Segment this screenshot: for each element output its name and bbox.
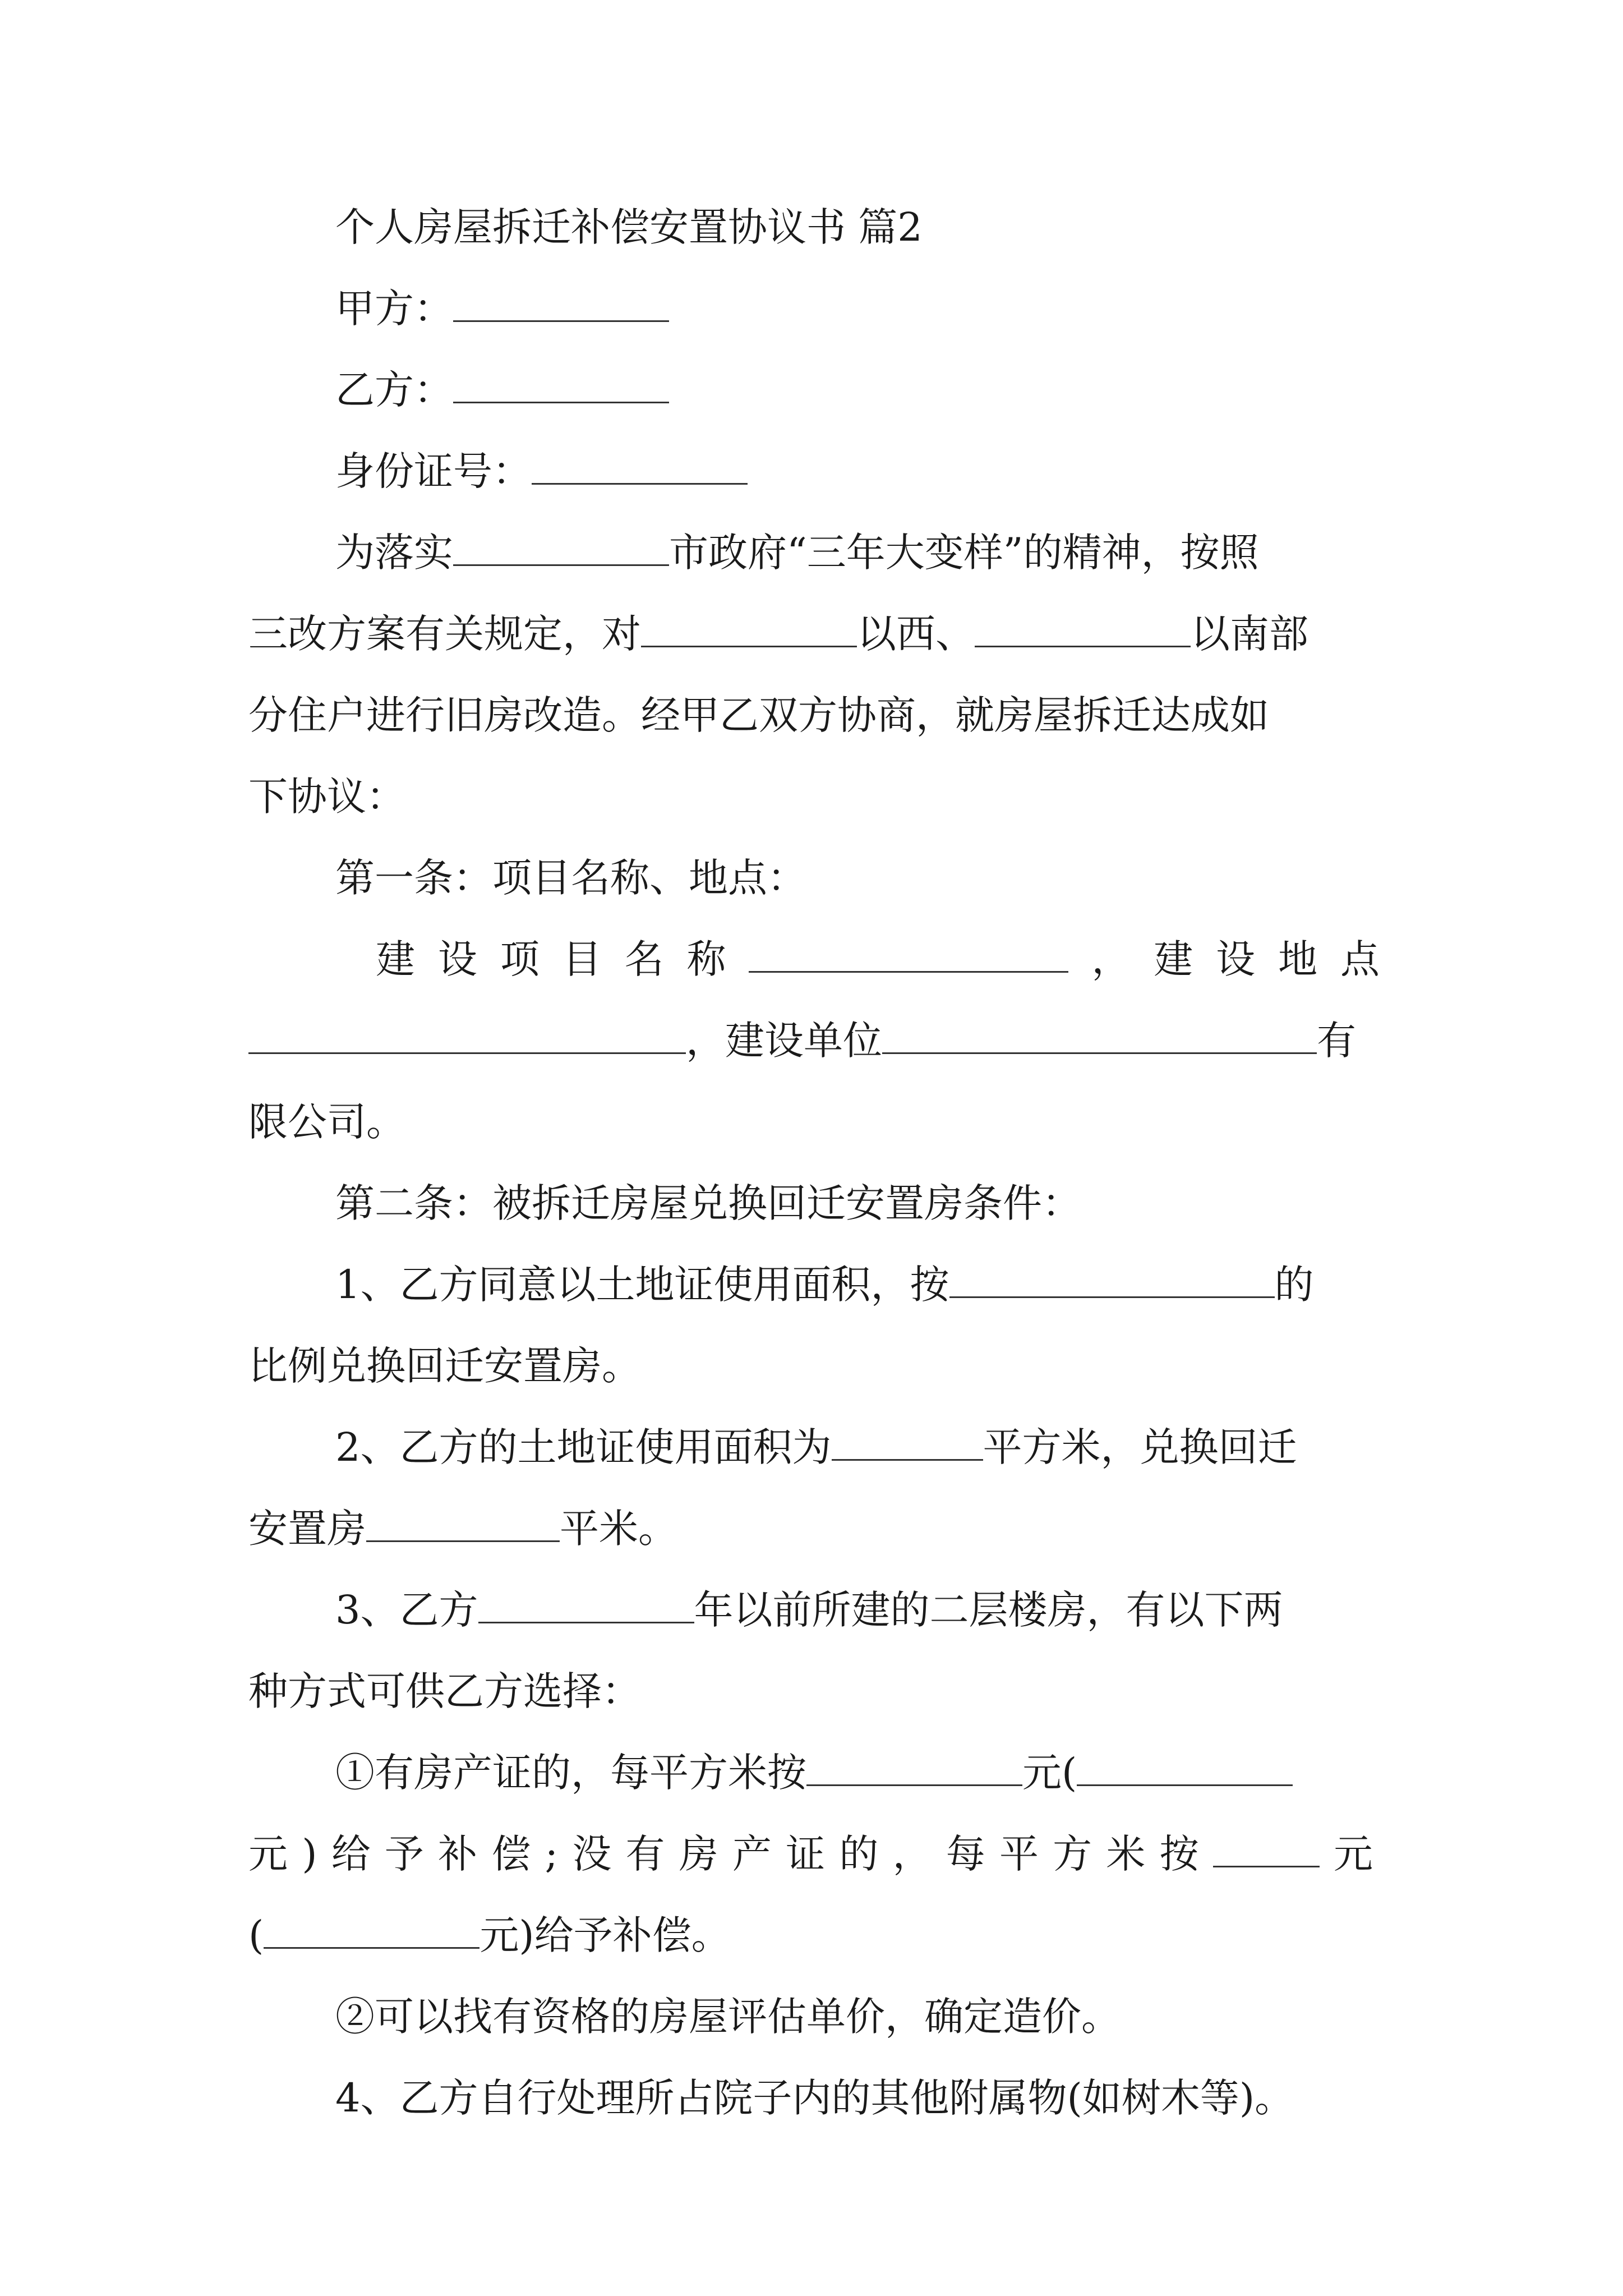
city-blank (453, 530, 669, 566)
west-of-blank (641, 611, 857, 647)
party-b-line: 乙方： (335, 362, 669, 418)
option-1-line-2: 元 ) 给 予 补 偿 ; 没 有 房 产 证 的 ， 每 平 方 米 按 元 (248, 1831, 1373, 1877)
id-number-blank (532, 448, 748, 485)
price-with-cert-blank (806, 1750, 1022, 1786)
price-without-cert-blank (1213, 1831, 1320, 1867)
year-blank (478, 1587, 694, 1623)
land-area-blank (832, 1424, 983, 1461)
item-3-line-1: 3、乙方 年以前所建的二层楼房，有以下两 (335, 1587, 1283, 1633)
project-name-blank (749, 936, 1068, 973)
item-4-line: 4、乙方自行处理所占院子内的其他附属物(如树木等)。 (335, 2075, 1294, 2121)
south-of-blank (975, 611, 1191, 647)
option-1-line-1: ①有房产证的，每平方米按 元( (335, 1745, 1293, 1801)
option-1-line-3: ( 元)给予补偿。 (248, 1912, 731, 1958)
ratio-blank (949, 1262, 1275, 1298)
intro-line-4: 下协议： (248, 774, 405, 820)
item-3-line-2: 种方式可供乙方选择： (248, 1668, 641, 1714)
intro-line-1: 为落实 市政府“三年大变样”的精神，按照 (335, 530, 1259, 576)
item-2-line-2: 安置房 平米。 (248, 1506, 677, 1552)
party-a-line: 甲方： (335, 280, 669, 337)
article-1-line-2: ，建设单位 有 (248, 1013, 1356, 1069)
resettlement-area-blank (366, 1506, 560, 1542)
option-2-line: ②可以找有资格的房屋评估单价，确定造价。 (335, 1994, 1121, 2040)
item-2-line-1: 2、乙方的土地证使用面积为 平方米，兑换回迁 (335, 1424, 1297, 1470)
intro-line-2: 三改方案有关规定，对 以西、 以南部 (248, 611, 1308, 657)
article-1-heading: 第一条：项目名称、地点： (335, 855, 806, 901)
item-1-line-2: 比例兑换回迁安置房。 (248, 1343, 641, 1389)
item-1-line-1: 1、乙方同意以土地证使用面积，按 的 (335, 1262, 1314, 1308)
article-1-line-1: 建 设 项 目 名 称 ， 建 设 地 点 (376, 936, 1380, 982)
document-title: 个人房屋拆迁补偿安置协议书 篇2 (335, 204, 923, 250)
article-1-line-3: 限公司。 (248, 1099, 405, 1145)
price-with-cert-upper-blank (1077, 1750, 1293, 1786)
builder-blank (882, 1018, 1317, 1054)
party-b-blank (453, 367, 669, 403)
party-a-blank (453, 286, 669, 322)
price-without-cert-upper-blank (264, 1912, 479, 1949)
project-site-blank (248, 1018, 686, 1054)
id-number-line: 身份证号： (335, 443, 748, 499)
article-2-heading: 第二条：被拆迁房屋兑换回迁安置房条件： (335, 1180, 1081, 1226)
intro-line-3: 分住户进行旧房改造。经甲乙双方协商，就房屋拆迁达成如 (248, 692, 1269, 738)
